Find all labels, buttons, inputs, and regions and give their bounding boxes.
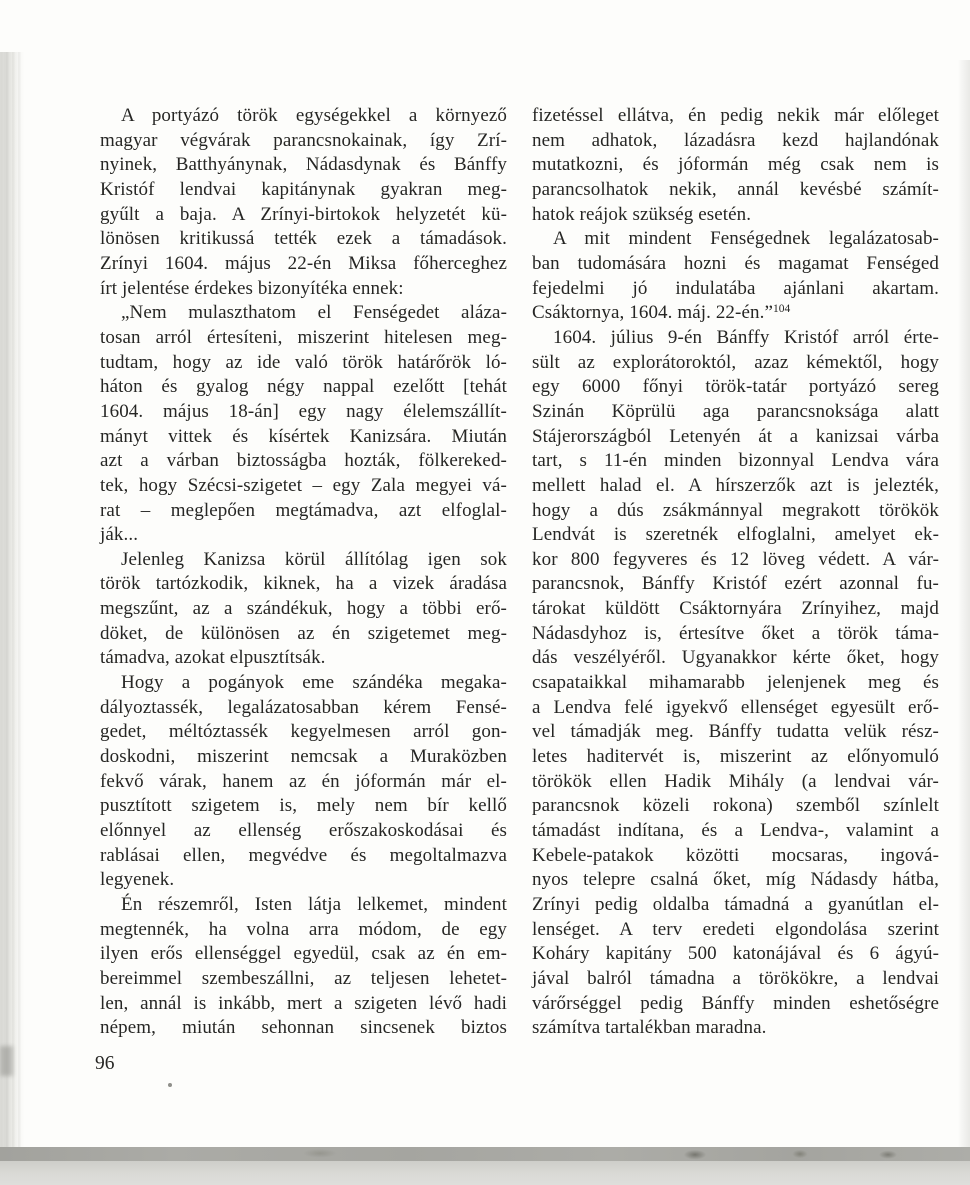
text-line: bereimmel szembeszállni, az teljesen lehetet- (100, 967, 507, 989)
text-line: számítva tartalékban maradna. (532, 1017, 767, 1039)
text-line: 1604. május 18-án] egy nagy élelemszállít- (100, 400, 507, 422)
text-line: mutatkozni, és jóformán még csak nem is (532, 154, 939, 176)
text-line: egy 6000 főnyi török-tatár portyázó sereg (532, 376, 939, 398)
text-line: 1604. július 9-én Bánffy Kristóf arról érte- (553, 326, 939, 348)
text-line: dályoztassék, legalázatosabban kérem Fensé- (100, 696, 507, 718)
text-line: döket, de különösen az én szigetemet meg- (100, 622, 507, 644)
text-line: Hogy a pogányok eme szándéka megaka- (121, 672, 507, 694)
text-line: tosan arról értesíteni, miszerint hitelesen meg- (100, 326, 507, 348)
text-line: azt a várban biztosságba hozták, fölkereked- (100, 450, 507, 472)
text-line: fejedelmi jó indulatába ajánlani akartam. (532, 277, 939, 299)
text-line: letes haditervét is, miszerint az előnyomuló (532, 746, 939, 768)
text-column-right (532, 104, 939, 1041)
text-line: Stájerországból Letenyén át a kanizsai várba (532, 425, 939, 447)
text-line: támadást indítana, és a Lendva-, valamint a (532, 820, 939, 842)
text-line: rat – meglepően megtámadva, azt elfoglal- (100, 499, 507, 521)
text-line: törökök ellen Hadik Mihály (a lendvai vár- (532, 770, 939, 792)
text-line: kor 800 fegyveres és 12 löveg védett. A vár- (532, 548, 939, 570)
text-line: ilyen erős ellenséggel egyedül, csak az én em- (100, 943, 507, 965)
text-line: „Nem mulaszthatom el Fenségedet aláza- (121, 302, 507, 324)
text-line: megtennék, ha volna arra módom, de egy (100, 918, 507, 940)
text-line: doskodni, miszerint nemcsak a Muraközben (100, 746, 507, 768)
text-line: sült az explorátoroktól, azaz kémektől, hogy (532, 351, 939, 373)
text-line: len, annál is inkább, mert a szigeten lévő hadi (100, 992, 507, 1014)
text-line: népem, miután sehonnan sincsenek biztos (100, 1017, 507, 1039)
text-line: előnnyel az ellenség erőszakoskodásai és (100, 820, 507, 842)
text-line: Csáktornya, 1604. máj. 22-én.”$^{104}$ (532, 302, 791, 324)
text-line: nem adhatok, lázadásra kezd hajlandónak (532, 129, 939, 151)
text-line: Jelenleg Kanizsa körül állítólag igen sok (121, 548, 507, 570)
text-line: gyűlt a baja. A Zrínyi-birtokok helyzetét kü- (100, 203, 507, 225)
text-line: magyar végvárak parancsnokainak, így Zrí- (100, 129, 507, 151)
text-line: Én részemről, Isten látja lelkemet, mindent (121, 894, 507, 915)
text-line: parancsnok közeli rokona) szemből színlelt (532, 795, 939, 817)
text-line: háton és gyalog négy nappal ezelőtt [tehát (100, 376, 507, 398)
text-line: jával balról támadna a törökökre, a lendvai (532, 967, 939, 989)
footnote-reference: 104 (772, 303, 791, 316)
text-line: a Lendva felé igyekvő ellenséget egyesült erő- (532, 696, 939, 718)
text-line: dás veszélyéről. Ugyanakkor kérte őket, hogy (532, 647, 939, 669)
text-line: vel támadják meg. Bánffy tudatta velük rész- (532, 721, 939, 743)
text-line: Szinán Köprülü aga parancsnoksága alatt (532, 400, 939, 422)
text-line: lenséget. A terv eredeti elgondolása szerint (532, 918, 939, 940)
text-line: csapataikkal mihamarabb jelenjenek meg és (532, 672, 939, 694)
text-line: parancsolhatok nekik, annál kevésbé számít- (532, 178, 939, 200)
text-line: fekvő várak, hanem az én jóformán már el- (100, 770, 507, 792)
text-line: tek, hogy Szécsi-szigetet – egy Zala megyei vá- (100, 474, 507, 496)
scan-smudge (0, 1046, 13, 1076)
surface-below-page (0, 1161, 970, 1185)
text-line: Zrínyi pedig oldalba támadná a gyanútlan el- (532, 894, 939, 915)
text-line: lönösen kritikussá tették ezek a támadások. (100, 228, 507, 250)
book-bottom-edge (0, 1147, 970, 1161)
text-line: írt jelentése érdekes bizonyítéka ennek: (100, 277, 404, 299)
text-line: tudtam, hogy az ide való török határőrök ló- (100, 351, 507, 373)
text-line: legyenek. (100, 869, 175, 891)
text-line: támadva, azokat elpusztítsák. (100, 647, 326, 669)
text-line: gedet, méltóztassék kegyelmesen arról gon- (100, 721, 507, 743)
text-line: hogy a dús zsákmánnyal megrakott törökök (532, 499, 939, 521)
text-line: török tartózkodik, kiknek, ha a vizek áradása (100, 573, 507, 595)
text-line: Nádasdyhoz is, értesítve őket a török táma- (532, 622, 939, 644)
text-line: ban tudomására hozni és magamat Fenséged (532, 252, 939, 274)
text-line: ják... (100, 524, 139, 546)
text-line: Zrínyi 1604. május 22-én Miksa főherceghez (100, 252, 507, 274)
text-line: Koháry kapitány 500 katonájával és 6 ágyú- (532, 943, 939, 965)
scan-speck (168, 1083, 172, 1087)
text-line: várőrséggel pedig Bánffy minden eshetőségre (532, 992, 939, 1014)
text-line: Kristóf lendvai kapitánynak gyakran meg- (100, 178, 507, 200)
text-line: megszűnt, az a szándékuk, hogy a többi erő- (100, 598, 507, 620)
text-line: Kebele-patakok közötti mocsaras, ingová- (532, 844, 939, 866)
text-line: A mit mindent Fenségednek legalázatosab- (553, 228, 939, 250)
text-line: Lendvát is szeretnék elfoglalni, amelyet ek- (532, 524, 939, 546)
text-line: tárokat küldött Csáktornyára Zrínyihez, majd (532, 598, 939, 620)
text-line: nyinek, Batthyánynak, Nádasdynak és Bánffy (100, 154, 507, 176)
text-column-left (100, 104, 507, 1041)
text-line: mellett halad el. A hírszerzők azt is jelezték, (532, 474, 939, 496)
text-line: hatok reájok szükség esetén. (532, 203, 752, 225)
text-line: tart, s 11-én minden bizonnyal Lendva vára (532, 450, 939, 472)
page-number: 96 (95, 1053, 115, 1074)
text-line: mányt vittek és kísértek Kanizsára. Miután (100, 425, 507, 447)
text-line: nyos telepre csalná őket, míg Nádasdy hátba, (532, 869, 939, 891)
text-line: rablásai ellen, megvédve és megoltalmazva (100, 844, 507, 866)
book-page-right-edge (958, 60, 970, 1148)
text-line: pusztított szigetem is, mely nem bír kellő (100, 795, 507, 817)
text-line: fizetéssel ellátva, én pedig nekik már előleget (532, 105, 939, 126)
book-page-left-edge (0, 52, 24, 1148)
text-line: parancsnok, Bánffy Kristóf ezért azonnal fu- (532, 573, 939, 595)
text-line: A portyázó török egységekkel a környező (121, 105, 507, 126)
